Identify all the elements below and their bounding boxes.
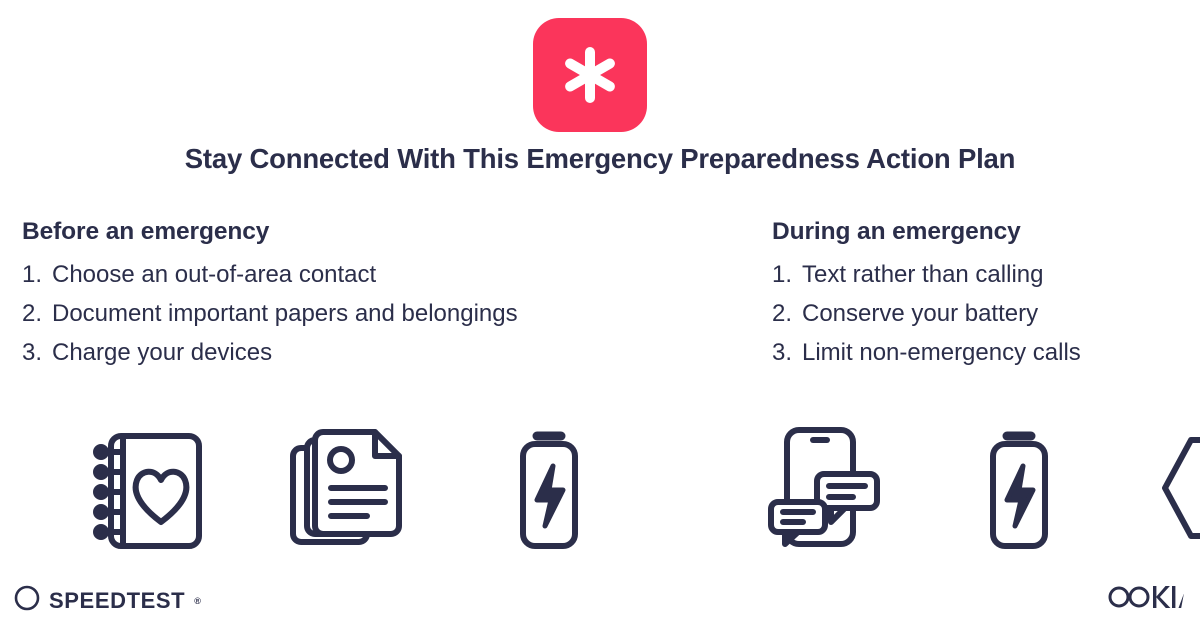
list-item — [772, 333, 1192, 372]
notebook-heart-icon — [80, 415, 226, 561]
list-item — [772, 294, 1192, 333]
speedtest-gauge-icon — [14, 585, 40, 616]
list-item-text: Choose an out-of-area contact — [52, 261, 377, 288]
list-item-text: Text rather than calling — [802, 261, 1044, 288]
list-item — [22, 294, 742, 333]
column-before-emergency — [22, 218, 742, 372]
list-item-text: Conserve your battery — [802, 300, 1039, 327]
page-title: Stay Connected With This Emergency Preparedness Action Plan — [184, 143, 1016, 174]
asterisk-icon — [559, 44, 621, 106]
registered-mark: ® — [194, 595, 201, 606]
list-item-text: Limit non-emergency calls — [802, 339, 1081, 366]
icon-row-before-emergency — [80, 415, 622, 561]
list-item-number: 3. — [772, 339, 793, 366]
phone-message-icon — [752, 415, 898, 561]
list-item-number: 2. — [22, 300, 43, 327]
column-heading: Before an emergency — [22, 218, 270, 245]
battery-charge-icon — [946, 415, 1092, 561]
list-item-number: 1. — [22, 261, 43, 288]
speedtest-wordmark: SPEEDTEST — [49, 587, 186, 613]
list-item-number: 3. — [22, 339, 43, 366]
list-item-text: Charge your devices — [52, 339, 273, 366]
list-item-number: 2. — [772, 300, 793, 327]
list-item-number: 1. — [772, 261, 793, 288]
column-heading: During an emergency — [772, 218, 1021, 245]
steps-list — [22, 255, 742, 372]
list-item — [22, 333, 742, 372]
icon-row-during-emergency — [752, 415, 1200, 561]
list-item — [772, 255, 1192, 294]
steps-list — [772, 255, 1192, 372]
list-item-text: Document important papers and belongings — [52, 300, 518, 327]
ookla-wordmark-icon — [1108, 585, 1184, 614]
ookla-logo — [1108, 585, 1184, 614]
documents-stack-icon — [278, 415, 424, 561]
brand-badge — [533, 18, 647, 132]
battery-charge-icon — [476, 415, 622, 561]
list-item — [22, 255, 742, 294]
hexagon-clock-icon — [1140, 415, 1200, 561]
speedtest-logo — [14, 585, 201, 616]
column-during-emergency — [772, 218, 1192, 372]
